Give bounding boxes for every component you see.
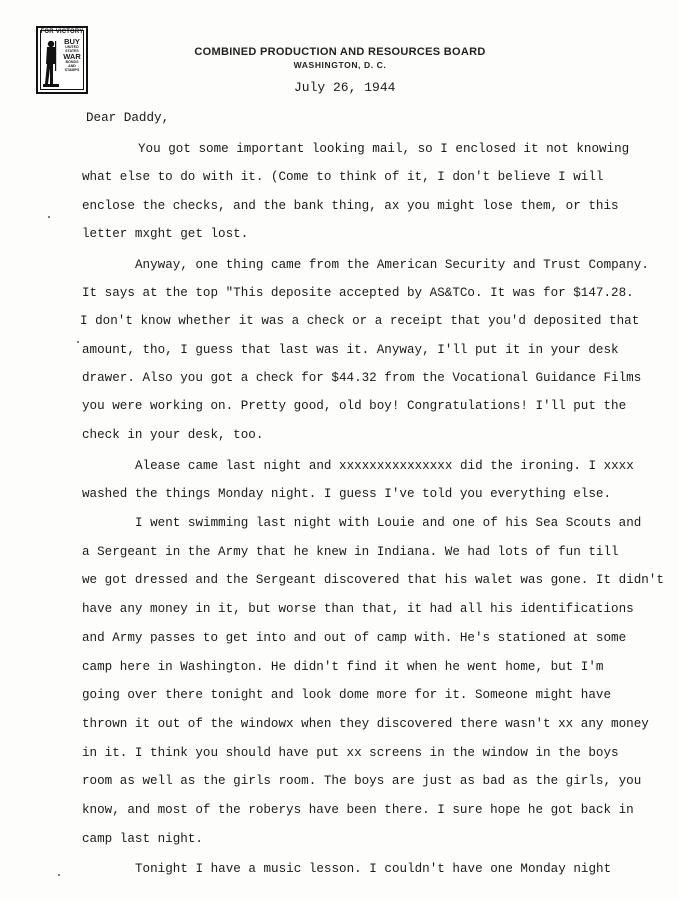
text-line: I went swimming last night with Louie and one of his Sea Scouts and <box>135 516 642 530</box>
text-line: have any money in it, but worse than that, it had all his identifications <box>82 602 634 616</box>
text-line: thrown it out of the windowx when they discovered there wasn't xx any money <box>82 717 649 731</box>
paper-speck <box>77 341 79 343</box>
logo-war: WAR <box>63 52 81 61</box>
text-line: washed the things Monday night. I guess I've told you everything else. <box>82 487 612 501</box>
logo-united: UNITED <box>65 45 79 49</box>
text-line: You got some important looking mail, so I enclosed it not knowing <box>138 142 630 156</box>
logo-bonds: BONDS <box>65 60 79 64</box>
logo-top-text: FOR VICTORY <box>40 29 84 35</box>
text-line: room as well as the girls room. The boys are just as bad as the girls, you <box>82 774 642 788</box>
text-line: Alease came last night and xxxxxxxxxxxxxxx did the ironing. I xxxx <box>135 459 634 473</box>
text-line: check in your desk, too. <box>82 428 264 442</box>
text-line: in it. I think you should have put xx screens in the window in the boys <box>82 746 619 760</box>
letterhead-organization: COMBINED PRODUCTION AND RESOURCES BOARD <box>194 46 486 58</box>
text-line: what else to do with it. (Come to think of it, I don't believe I will <box>82 170 604 184</box>
letterhead-city: WASHINGTON, D. C. <box>293 60 387 70</box>
text-line: drawer. Also you got a check for $44.32 from the Vocational Guidance Films <box>82 371 642 385</box>
text-line: you were working on. Pretty good, old boy! Congratulations! I'll put the <box>82 399 627 413</box>
text-line: enclose the checks, and the bank thing, ax you might lose them, or this <box>82 199 619 213</box>
text-line: camp last night. <box>82 832 203 846</box>
text-line: Anyway, one thing came from the American Security and Trust Company. <box>135 258 649 272</box>
text-line: It says at the top "This deposite accepted by AS&TCo. It was for $147.28. <box>82 286 634 300</box>
text-line: know, and most of the roberys have been there. I sure hope he got back in <box>82 803 634 817</box>
text-line: and Army passes to get into and out of camp with. He's stationed at some <box>82 631 627 645</box>
text-line: Tonight I have a music lesson. I couldn't have one Monday night <box>135 862 612 876</box>
letter-date: July 26, 1944 <box>294 80 396 95</box>
logo-and: AND <box>68 64 76 68</box>
logo-slogan <box>60 38 84 72</box>
salutation: Dear Daddy, <box>86 111 170 125</box>
text-line: I don't know whether it was a check or a receipt that you'd deposited that <box>80 314 640 328</box>
paper-speck <box>58 874 60 876</box>
logo-states: STATES <box>65 49 79 53</box>
logo-buy: BUY <box>64 37 80 46</box>
text-line: we got dressed and the Sergeant discovered that his walet was gone. It didn't <box>82 573 664 587</box>
text-line: amount, tho, I guess that last was it. Anyway, I'll put it in your desk <box>82 343 619 357</box>
text-line: going over there tonight and look dome more for it. Someone might have <box>82 688 612 702</box>
war-bonds-logo <box>36 26 88 94</box>
text-line: camp here in Washington. He didn't find it when he went home, but I'm <box>82 660 604 674</box>
text-line: letter mxght get lost. <box>82 227 249 241</box>
logo-stamps: STAMPS <box>64 68 80 72</box>
minuteman-icon <box>41 38 61 90</box>
text-line: a Sergeant in the Army that he knew in Indiana. We had lots of fun till <box>82 545 619 559</box>
paper-speck <box>48 216 50 218</box>
